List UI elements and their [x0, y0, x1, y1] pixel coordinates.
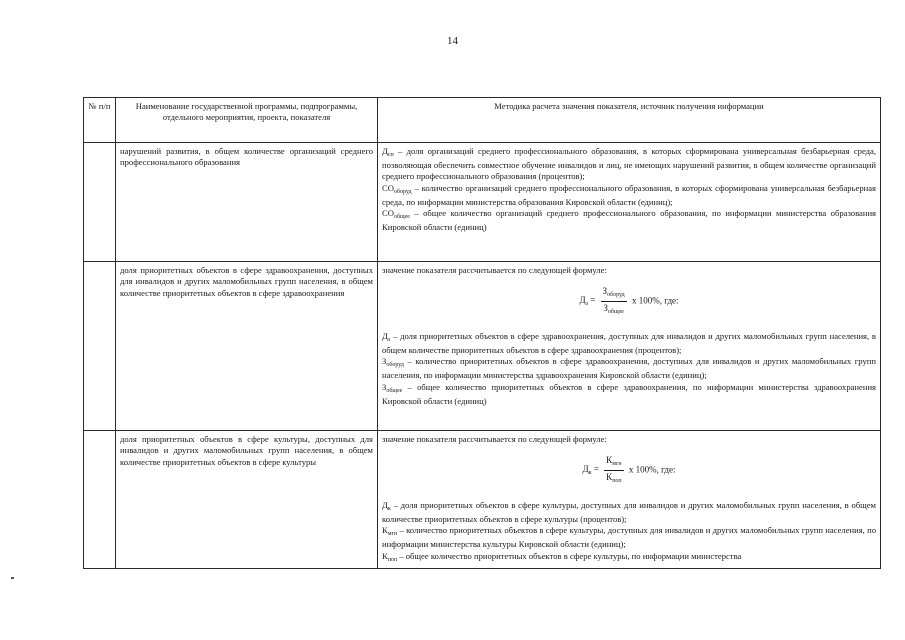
definition-item: $З_{общее}$ – общее количество приоритетных объектов в сфере здравоохранения, по информации министерства здравоохранения Кировской области (единиц)	[382, 381, 876, 406]
definition-item: $СО_{общее}$ – общее количество организаций среднего профессионального образования, по информации министерства образования Кировской области (единиц)	[382, 207, 876, 232]
header-method: Методика расчета значения показателя, источник получения информации	[378, 98, 881, 143]
definition-item: $Д_{сп}$ – доля организаций среднего профессионального образования, в которых сформирована универсальная безбарьерная среда, позволяющая обеспечить совместное обучение инвалидов и лиц, не имеющих нарушений развития, в общем количестве организаций среднего профессионального образования (процентов);	[382, 146, 876, 182]
table-header-row	[84, 98, 881, 143]
method-cell	[378, 262, 881, 431]
row-number	[84, 262, 116, 431]
formula-fraction: $\frac{К_{мгн}}{К_{поп}}$	[606, 455, 622, 485]
indicator-name: доля приоритетных объектов в сфере здравоохранения, доступных для инвалидов и других маломобильных групп населения, в общем количестве приоритетных объектов в сфере здравоохранения	[116, 262, 378, 431]
table-row	[84, 143, 881, 262]
header-name: Наименование государственной программы, подпрограммы, отдельного мероприятия, проекта, показателя	[116, 98, 378, 143]
formula-intro: значение показателя рассчитывается по следующей формуле:	[382, 265, 607, 275]
row-number	[84, 143, 116, 262]
definition-item: $СО_{оборуд}$ – количество организаций среднего профессионального образования, в которых сформирована универсальная безбарьерная среда, по информации министерства образования Кировской области (единиц);	[382, 182, 876, 207]
definition-item: $К_{мгн}$ – количество приоритетных объектов в сфере культуры, доступных для инвалидов и других маломобильных групп населения, по информации министерства культуры Кировской области (единиц);	[382, 525, 876, 550]
formula-intro: значение показателя рассчитывается по следующей формуле:	[382, 434, 607, 444]
method-cell	[378, 431, 881, 569]
definition-item: $К_{поп}$ – общее количество приоритетных объектов в сфере культуры, по информации министерства	[382, 550, 742, 563]
formula: $Д_з$ = $\frac{З_{оборуд}}{З_{общее}}$ x 100%, где:	[579, 286, 679, 316]
header-number: № п/п	[84, 98, 116, 143]
definition-item: $Д_з$ – доля приоритетных объектов в сфере здравоохранения, доступных для инвалидов и других маломобильных групп населения, в общем количестве приоритетных объектов в сфере здравоохранения (процентов);	[382, 331, 876, 356]
indicators-table	[83, 97, 881, 569]
formula-fraction: $\frac{З_{оборуд}}{З_{общее}}$	[602, 286, 625, 316]
row-number	[84, 431, 116, 569]
indicator-name: доля приоритетных объектов в сфере культуры, доступных для инвалидов и других маломобильных групп населения, в общем количестве приоритетных объектов в сфере культуры	[116, 431, 378, 569]
page-number: 14	[447, 35, 458, 47]
scan-speck	[11, 577, 14, 579]
definition-item: $Д_к$ – доля приоритетных объектов в сфере культуры, доступных для инвалидов и других маломобильных групп населения, в общем количестве приоритетных объектов в сфере культуры (процентов);	[382, 500, 876, 525]
formula: $Д_к$ = $\frac{К_{мгн}}{К_{поп}}$ x 100%, где:	[582, 455, 676, 485]
table-row	[84, 262, 881, 431]
indicator-name: нарушений развития, в общем количестве организаций среднего профессионального образования	[116, 143, 378, 262]
method-cell	[378, 143, 881, 262]
definition-item: $З_{оборуд}$ – количество приоритетных объектов в сфере здравоохранения, доступных для инвалидов и других маломобильных групп населения, по информации министерства здравоохранения Кировской области (единиц);	[382, 356, 876, 381]
table-row	[84, 431, 881, 569]
